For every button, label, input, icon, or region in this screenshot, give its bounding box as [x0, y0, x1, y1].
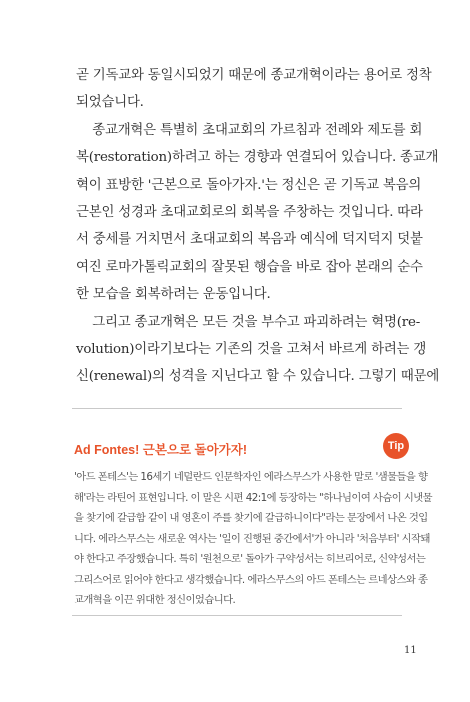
body-text [76, 62, 440, 391]
tip-line: 야 한다고 주장했습니다. 특히 '원천으로' 돌아가 구약성서는 히브리어로, 신약성서는 [74, 553, 426, 565]
body-line: 되었습니다. [76, 95, 144, 111]
tip-line: 해'라는 라틴어 표현입니다. 이 말은 시편 42:1에 등장하는 "하나님이여 사슴이 시냇물 [74, 491, 433, 504]
body-line: 여진 로마가톨릭교회의 잘못된 행습을 바로 잡아 본래의 순수 [76, 259, 423, 275]
tip-box [72, 408, 433, 616]
tip-line: 을 찾기에 갈급함 같이 내 영혼이 주를 찾기에 갈급하니이다"라는 문장에서 나온 것입 [74, 512, 428, 524]
tip-line: 교개혁을 이끈 위대한 정신이었습니다. [74, 594, 236, 606]
body-line: 복(restoration)하려고 하는 경향과 연결되어 있습니다. 종교개 [76, 150, 439, 166]
body-line: 한 모습을 회복하려는 운동입니다. [76, 287, 271, 303]
tip-badge: Tip [383, 433, 409, 459]
tip-line: 그리스어로 읽어야 한다고 생각했습니다. 에라스무스의 아드 폰테스는 르네상스와 종 [74, 573, 428, 586]
body-line: 근본인 성경과 초대교회로의 회복을 주창하는 것입니다. 따라 [76, 204, 423, 220]
tip-bottom-divider [72, 615, 402, 616]
body-line: 서 중세를 거치면서 초대교회의 복음과 예식에 덕지덕지 덧붙 [76, 232, 423, 248]
body-line: 신(renewal)의 성격을 지닌다고 할 수 있습니다. 그렇기 때문에 [76, 369, 440, 385]
body-line: 그리고 종교개혁은 모든 것을 부수고 파괴하려는 혁명(re- [76, 314, 421, 330]
tip-line: 니다. 에라스무스는 새로운 역사는 '일이 진행된 중간에서'가 아니라 '처음부터' 시작돼 [74, 532, 430, 545]
body-line: 곧 기독교와 동일시되었기 때문에 종교개혁이라는 용어로 정착 [76, 68, 432, 83]
tip-text [74, 467, 433, 611]
tip-title: Ad Fontes! 근본으로 돌아가자! [74, 443, 247, 457]
body-line: volution)이라기보다는 기존의 것을 고쳐서 바르게 하려는 갱 [76, 341, 427, 357]
tip-top-divider [72, 408, 402, 409]
body-line: 종교개혁은 특별히 초대교회의 가르침과 전례와 제도를 회 [76, 122, 423, 138]
page-number: 11 [404, 645, 417, 656]
tip-line: '아드 폰테스'는 16세기 네덜란드 인문학자인 에라스무스가 사용한 말로 '샘물들을 향 [74, 471, 428, 483]
body-line: 혁이 표방한 '근본으로 돌아가자.'는 정신은 곧 기독교 복음의 [76, 177, 422, 193]
